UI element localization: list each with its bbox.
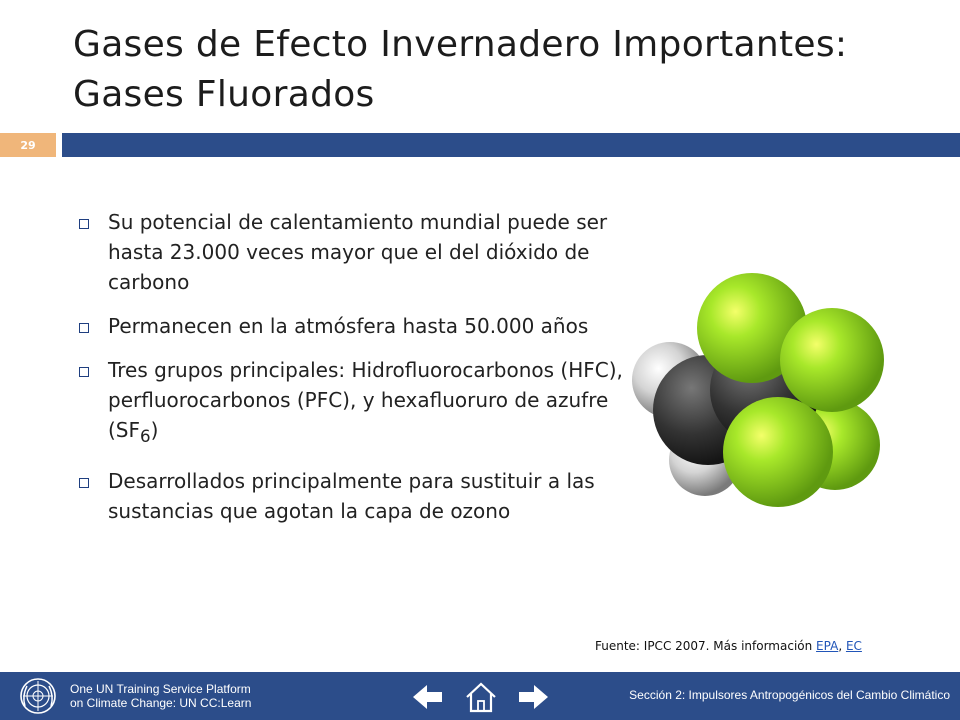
bullet-subscript: 6 <box>140 427 151 446</box>
bullet-item <box>76 355 636 452</box>
platform-name <box>70 682 251 710</box>
square-bullet-icon <box>79 367 89 377</box>
bullet-text: Tres grupos principales: Hidrofluorocarbonos (HFC), perfluorocarbonos (PFC), y hexafluoruro de azufre (SF <box>108 358 623 442</box>
molecule-image <box>630 270 890 510</box>
square-bullet-icon <box>79 219 89 229</box>
slide-title: Gases de Efecto Invernadero Importantes: Gases Fluorados <box>73 24 848 115</box>
platform-name-line1: One UN Training Service Platform <box>70 682 251 696</box>
slide-number: 29 <box>20 139 36 152</box>
source-separator: , <box>838 639 846 653</box>
un-emblem-icon <box>18 676 58 716</box>
bullet-item <box>76 311 636 341</box>
platform-name-line2: on Climate Change: UN CC:Learn <box>70 696 252 710</box>
arrow-left-icon[interactable] <box>411 680 445 714</box>
bullet-item <box>76 466 636 526</box>
title-divider-band <box>62 133 960 157</box>
ec-link[interactable]: EC <box>845 639 862 653</box>
source-text: Fuente: IPCC 2007. Más información <box>595 639 817 653</box>
square-bullet-icon <box>79 478 89 488</box>
square-bullet-icon <box>79 323 89 333</box>
bullet-text: Su potencial de calentamiento mundial puede ser hasta 23.000 veces mayor que el del dióxido de carbono <box>108 210 608 294</box>
bullet-text: Permanecen en la atmósfera hasta 50.000 años <box>108 314 589 338</box>
fluorine-atom <box>723 397 833 507</box>
source-citation <box>595 639 862 653</box>
section-label: Sección 2: Impulsores Antropogénicos del Cambio Climático <box>629 688 950 702</box>
arrow-right-icon[interactable] <box>516 680 550 714</box>
bullet-list <box>76 207 636 540</box>
fluorine-atom <box>780 308 884 412</box>
bullet-text-end: ) <box>150 418 159 442</box>
epa-link[interactable]: EPA <box>816 639 839 653</box>
bullet-text: Desarrollados principalmente para sustituir a las sustancias que agotan la capa de ozono <box>108 469 595 523</box>
bullet-item <box>76 207 636 297</box>
home-icon[interactable] <box>464 680 498 714</box>
